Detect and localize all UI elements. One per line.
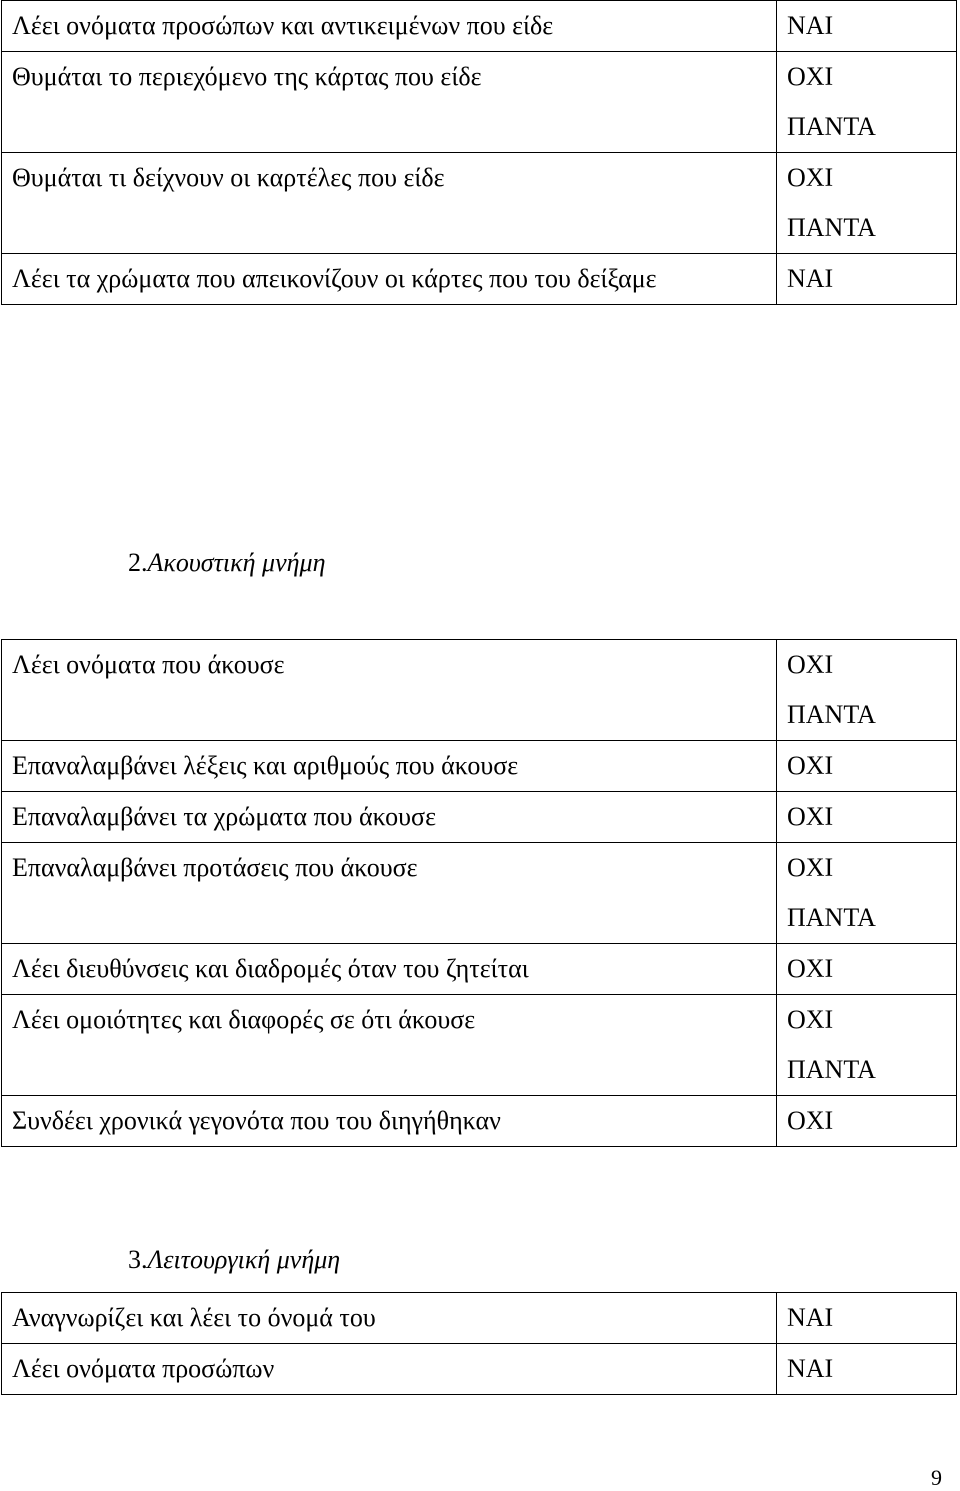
answer-text: ΠΑΝΤΑ (787, 903, 876, 932)
section2-title: Ακουστική μνήμη (147, 548, 326, 577)
answer-cell (777, 1096, 957, 1147)
question-cell (2, 741, 777, 792)
answer-cell (777, 640, 957, 741)
question-text: Συνδέει χρονικά γεγονότα που του διηγήθηκαν (12, 1106, 501, 1135)
question-text: Λέει διευθύνσεις και διαδρομές όταν του ζητείται (12, 954, 529, 983)
question-text: Επαναλαμβάνει προτάσεις που άκουσε (12, 853, 418, 882)
section3-rows (2, 1293, 957, 1395)
answer-cell (777, 1344, 957, 1395)
table-row (2, 843, 957, 944)
page-number: 9 (931, 1465, 942, 1490)
question-cell (2, 1096, 777, 1147)
question-text: Θυμάται το περιεχόμενο της κάρτας που είδε (12, 62, 482, 91)
question-cell (2, 944, 777, 995)
table-row (2, 944, 957, 995)
answer-text: ΠΑΝΤΑ (787, 700, 876, 729)
table-row (2, 640, 957, 741)
answer-text: ΟΧΙ (787, 1106, 834, 1135)
answer-cell (777, 1, 957, 52)
table-row (2, 1344, 957, 1395)
question-text: Αναγνωρίζει και λέει το όνομά του (12, 1303, 376, 1332)
section1-rows (2, 1, 957, 305)
question-cell (2, 52, 777, 153)
answer-text: ΝΑΙ (787, 1354, 834, 1383)
answer-text: ΝΑΙ (787, 264, 834, 293)
answer-text: ΟΧΙ (787, 1005, 834, 1034)
question-cell (2, 843, 777, 944)
answer-text: ΠΑΝΤΑ (787, 112, 876, 141)
answer-cell (777, 995, 957, 1096)
section1-table (1, 0, 957, 305)
question-cell (2, 640, 777, 741)
section3-title: Λειτουργική μνήμη (147, 1245, 341, 1274)
question-text: Επαναλαμβάνει λέξεις και αριθμούς που άκουσε (12, 751, 519, 780)
question-cell (2, 1, 777, 52)
section3-table (1, 1292, 957, 1395)
answer-cell (777, 254, 957, 305)
answer-text: ΟΧΙ (787, 62, 834, 91)
answer-text: ΠΑΝΤΑ (787, 213, 876, 242)
answer-cell (777, 843, 957, 944)
section3-heading (128, 1245, 340, 1275)
question-cell (2, 153, 777, 254)
question-cell (2, 995, 777, 1096)
answer-text: ΝΑΙ (787, 11, 834, 40)
question-text: Λέει ονόματα προσώπων (12, 1354, 275, 1383)
question-text: Λέει ονόματα προσώπων και αντικειμένων που είδε (12, 11, 554, 40)
table-row (2, 1096, 957, 1147)
section2-table (1, 639, 957, 1147)
answer-cell (777, 153, 957, 254)
question-text: Λέει τα χρώματα που απεικονίζουν οι κάρτες που του δείξαμε (12, 264, 657, 293)
table-row (2, 254, 957, 305)
answer-text: ΟΧΙ (787, 853, 834, 882)
answer-cell (777, 741, 957, 792)
answer-cell (777, 792, 957, 843)
section2-heading (128, 548, 325, 578)
table-row (2, 741, 957, 792)
answer-cell (777, 944, 957, 995)
answer-text: ΟΧΙ (787, 751, 834, 780)
question-cell (2, 1344, 777, 1395)
question-text: Επαναλαμβάνει τα χρώματα που άκουσε (12, 802, 436, 831)
table-row (2, 792, 957, 843)
answer-text: ΟΧΙ (787, 650, 834, 679)
section2-number: 2. (128, 548, 148, 577)
answer-text: ΟΧΙ (787, 163, 834, 192)
table-row (2, 52, 957, 153)
answer-cell (777, 1293, 957, 1344)
answer-text: ΠΑΝΤΑ (787, 1055, 876, 1084)
question-cell (2, 792, 777, 843)
question-text: Λέει ομοιότητες και διαφορές σε ότι άκουσε (12, 1005, 476, 1034)
answer-text: ΟΧΙ (787, 954, 834, 983)
question-text: Λέει ονόματα που άκουσε (12, 650, 285, 679)
section2-rows (2, 640, 957, 1147)
table-row (2, 153, 957, 254)
answer-cell (777, 52, 957, 153)
answer-text: ΟΧΙ (787, 802, 834, 831)
table-row (2, 1293, 957, 1344)
question-text: Θυμάται τι δείχνουν οι καρτέλες που είδε (12, 163, 445, 192)
section3-number: 3. (128, 1245, 148, 1274)
question-cell (2, 254, 777, 305)
answer-text: ΝΑΙ (787, 1303, 834, 1332)
table-row (2, 995, 957, 1096)
table-row (2, 1, 957, 52)
question-cell (2, 1293, 777, 1344)
